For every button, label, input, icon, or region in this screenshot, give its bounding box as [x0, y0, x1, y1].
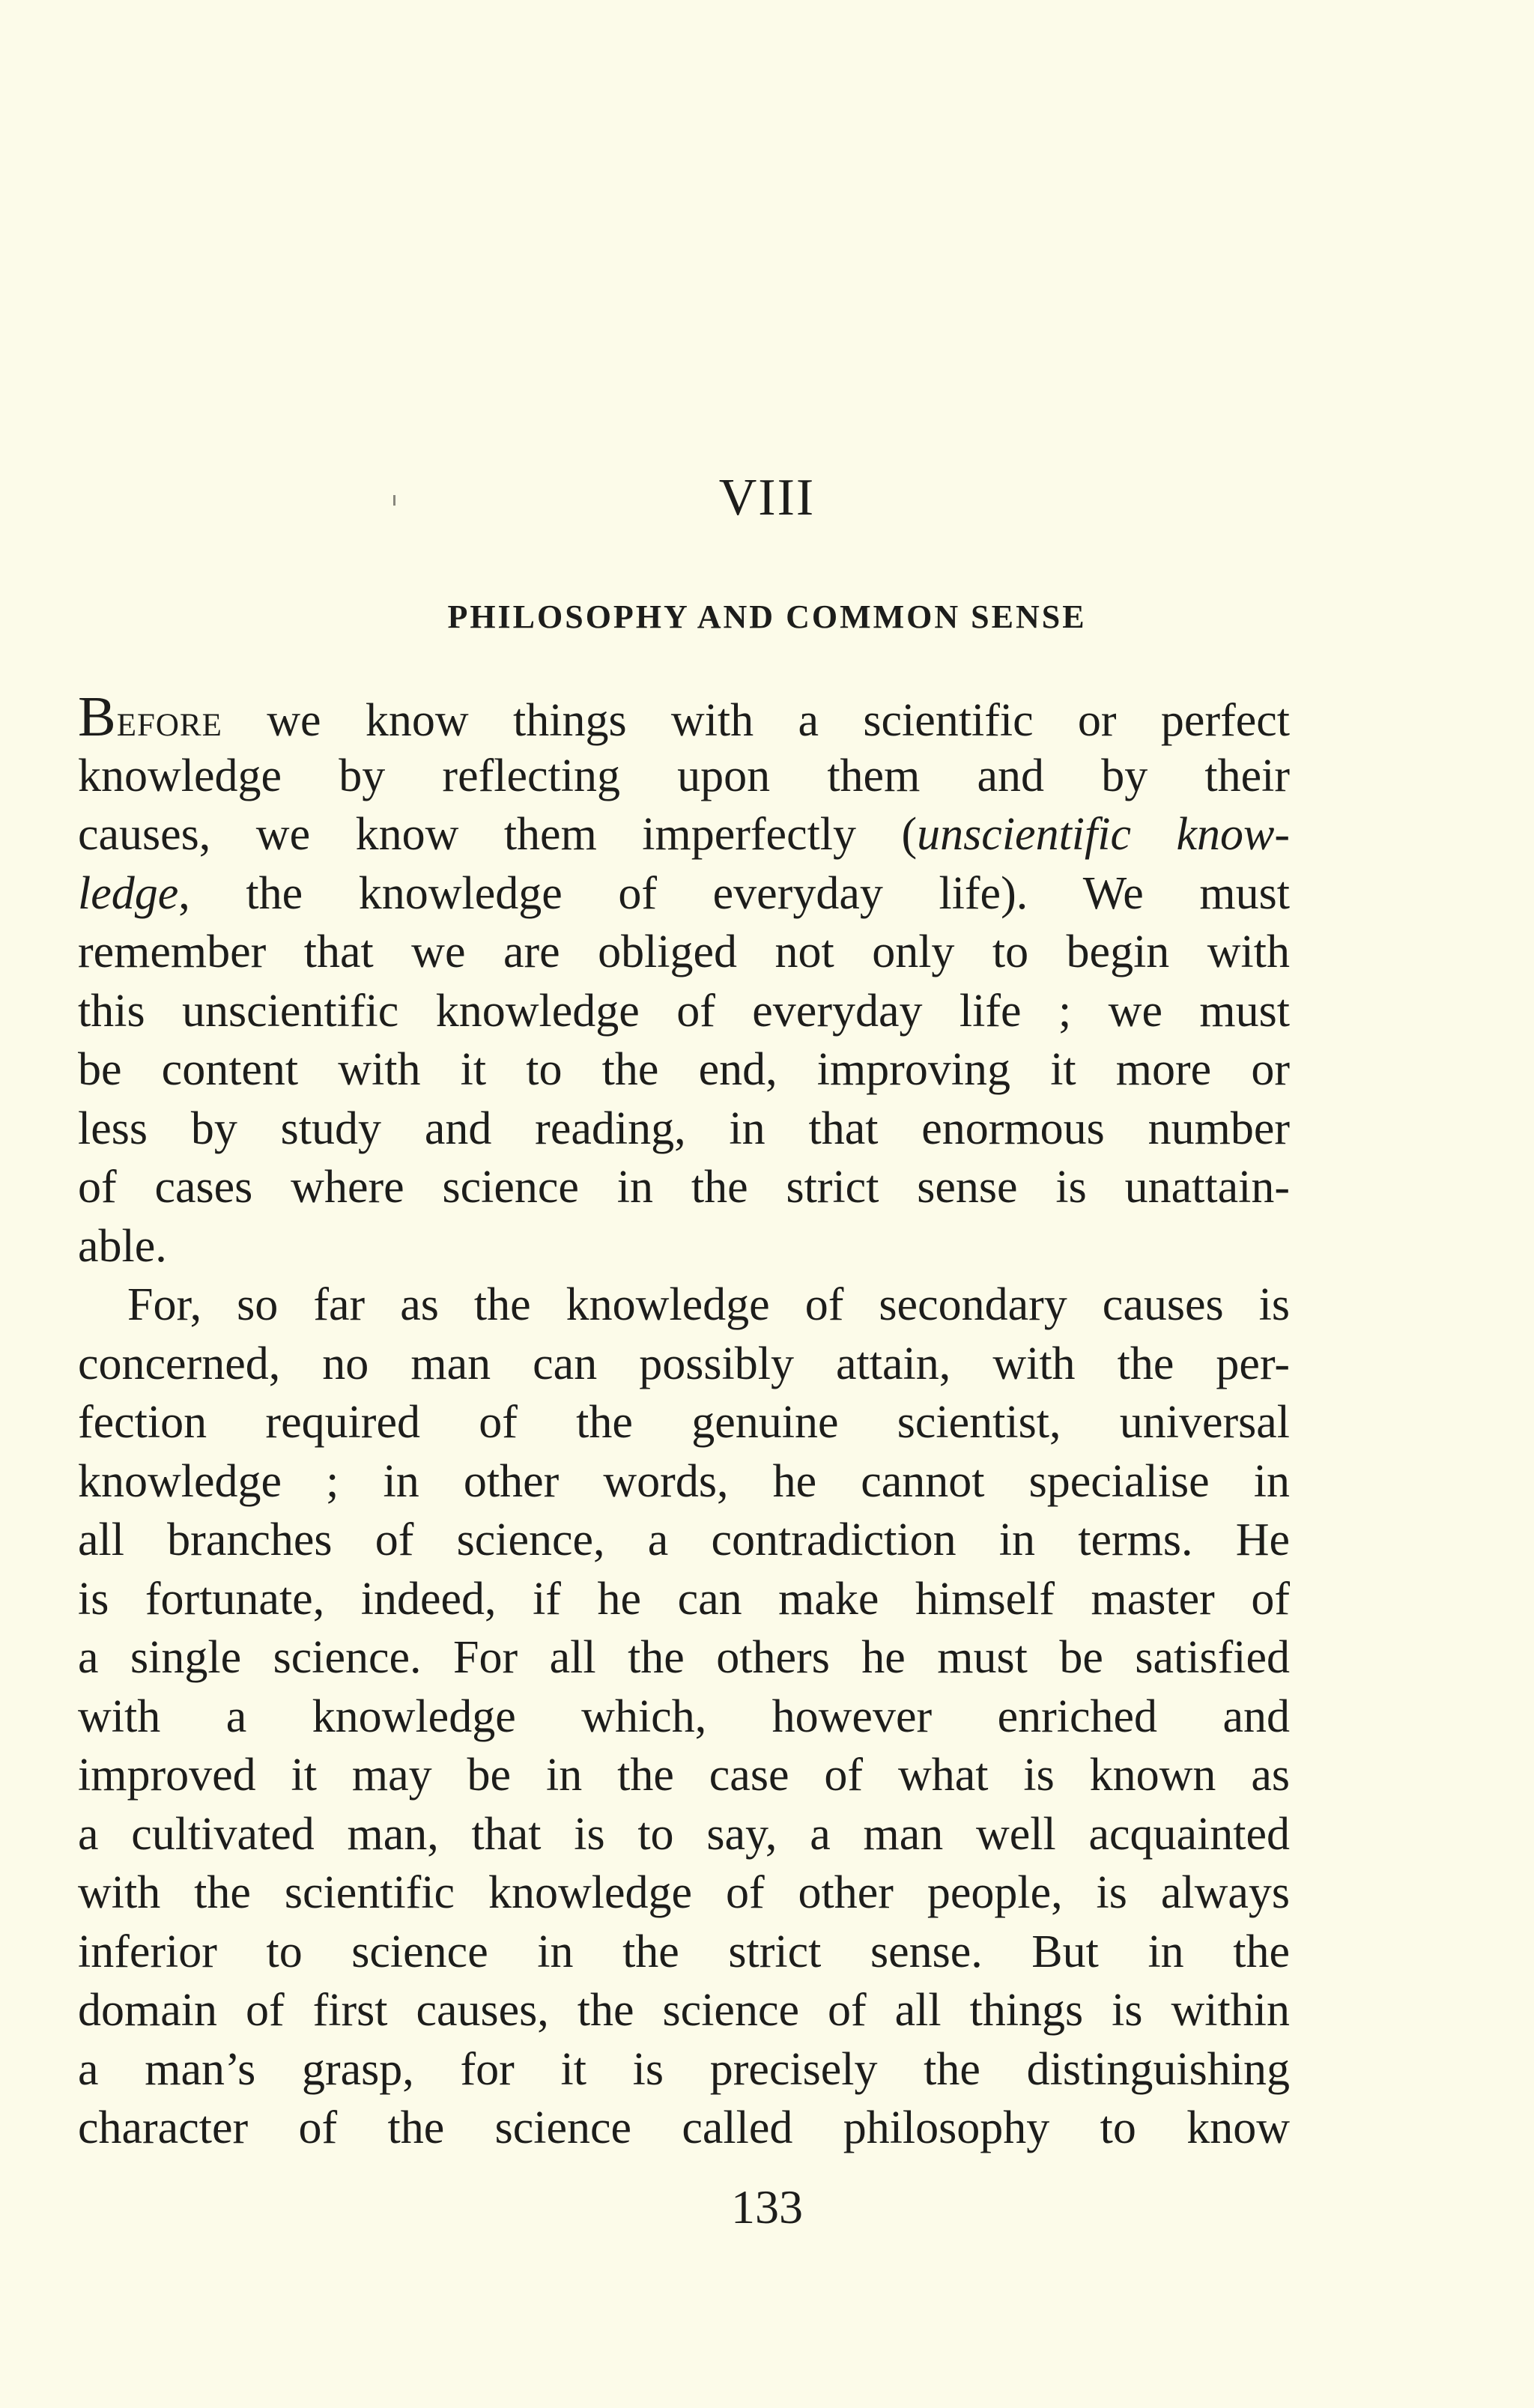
chapter-title: PHILOSOPHY AND COMMON SENSE: [447, 598, 1087, 635]
text-line: a single science. For all the others he must be satisfied: [78, 1632, 1290, 1683]
page-number: 133: [731, 2180, 803, 2233]
text-line: remember that we are obliged not only to begin with: [78, 926, 1290, 977]
drop-initial: B: [78, 685, 117, 748]
text-line: For, so far as the knowledge of secondary causes is: [127, 1279, 1290, 1330]
text-line: [78, 685, 1290, 748]
text-line: a cultivated man, that is to say, a man well acquainted: [78, 1808, 1290, 1860]
text-line: is fortunate, indeed, if he can make himself master of: [78, 1573, 1290, 1625]
italic-fragment: unscientific know-: [917, 809, 1290, 860]
text-line: this unscientific knowledge of everyday life ; we must: [78, 985, 1290, 1037]
text-line: less by study and reading, in that enormous number: [78, 1103, 1290, 1154]
opening-word: [78, 685, 222, 748]
body-text: [78, 685, 1290, 2158]
text-line: domain of first causes, the science of all things is within: [78, 1985, 1290, 2036]
text-line: inferior to science in the strict sense. But in the: [78, 1926, 1290, 1977]
text-line: fection required of the genuine scientist, universal: [78, 1397, 1290, 1448]
text-line: [78, 805, 1290, 864]
text-fragment: causes, we know them imperfectly (: [78, 809, 918, 860]
text-fragment: we know things with a scientific or perfect: [222, 695, 1290, 746]
italic-fragment: ledge: [78, 867, 179, 919]
text-line: knowledge by reflecting upon them and by their: [78, 750, 1290, 801]
text-line: with a knowledge which, however enriched and: [78, 1690, 1290, 1742]
text-line: a man’s grasp, for it is precisely the distinguishing: [78, 2043, 1290, 2095]
text-line: be content with it to the end, improving it more or: [78, 1044, 1290, 1095]
text-line: character of the science called philosophy to know: [78, 2102, 1290, 2153]
chapter-number: VIII: [718, 469, 816, 527]
text-line: concerned, no man can possibly attain, with the per-: [78, 1338, 1290, 1389]
text-line: all branches of science, a contradiction in terms. He: [78, 1514, 1290, 1565]
text-line: with the scientific knowledge of other people, is always: [78, 1867, 1290, 1918]
text-line: knowledge ; in other words, he cannot specialise in: [78, 1455, 1290, 1507]
text-line: [78, 864, 1290, 924]
opening-word-rest: efore: [116, 695, 222, 746]
text-fragment: , the knowledge of everyday life). We must: [178, 867, 1290, 919]
text-line: improved it may be in the case of what is known as: [78, 1750, 1290, 1801]
text-line: able.: [78, 1220, 167, 1272]
text-line: of cases where science in the strict sense is unattain-: [78, 1162, 1290, 1213]
